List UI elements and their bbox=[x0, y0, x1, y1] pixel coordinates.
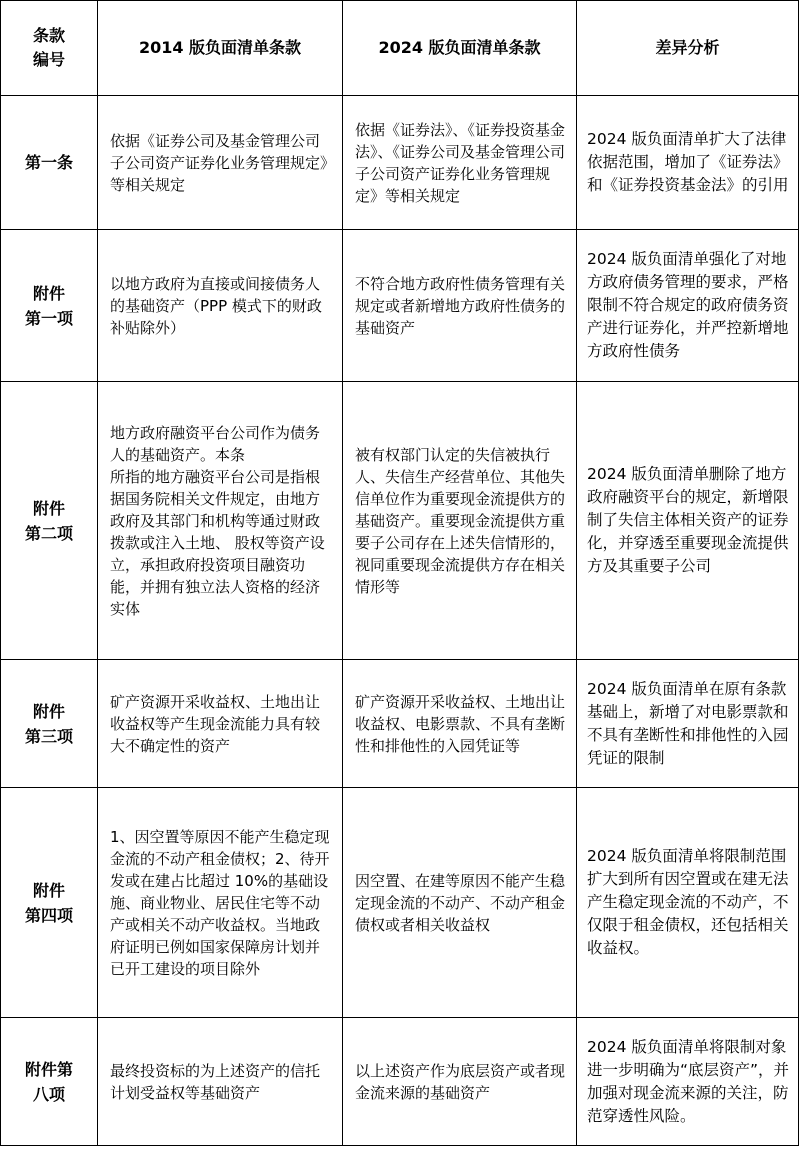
cell-analysis: 2024 版负面清单扩大了法律依据范围，增加了《证券法》和《证券投资基金法》的引用 bbox=[577, 96, 799, 230]
header-row bbox=[1, 1, 799, 96]
cell-analysis: 2024 版负面清单删除了地方政府融资平台的规定，新增限制了失信主体相关资产的证券化，并穿透至重要现金流提供方及其重要子公司 bbox=[577, 382, 799, 660]
row-item-label: 附件 第四项 bbox=[1, 788, 98, 1018]
row-item-label: 附件 第一项 bbox=[1, 230, 98, 382]
row-item-label: 第一条 bbox=[1, 96, 98, 230]
row-item-label: 附件第 八项 bbox=[1, 1018, 98, 1146]
header-2014-version: 2014 版负面清单条款 bbox=[98, 1, 343, 96]
header-item-number: 条款 编号 bbox=[1, 1, 98, 96]
row-item-label: 附件 第三项 bbox=[1, 660, 98, 788]
table-row bbox=[1, 96, 799, 230]
header-2024-version: 2024 版负面清单条款 bbox=[343, 1, 577, 96]
table-row bbox=[1, 788, 799, 1018]
cell-2014: 矿产资源开采收益权、土地出让收益权等产生现金流能力具有较大不确定性的资产 bbox=[98, 660, 343, 788]
cell-2014: 最终投资标的为上述资产的信托计划受益权等基础资产 bbox=[98, 1018, 343, 1146]
cell-2024: 因空置、在建等原因不能产生稳定现金流的不动产、不动产租金债权或者相关收益权 bbox=[343, 788, 577, 1018]
cell-2024: 被有权部门认定的失信被执行人、失信生产经营单位、其他失信单位作为重要现金流提供方的基础资产。重要现金流提供方重要子公司存在上述失信情形的，视同重要现金流提供方存在相关情形等 bbox=[343, 382, 577, 660]
cell-analysis: 2024 版负面清单将限制范围扩大到所有因空置或在建无法产生稳定现金流的不动产，不仅限于租金债权，还包括相关收益权。 bbox=[577, 788, 799, 1018]
table-row bbox=[1, 382, 799, 660]
header-difference-analysis: 差异分析 bbox=[577, 1, 799, 96]
cell-analysis: 2024 版负面清单强化了对地方政府债务管理的要求，严格限制不符合规定的政府债务资产进行证券化，并严控新增地方政府性债务 bbox=[577, 230, 799, 382]
cell-2014: 以地方政府为直接或间接债务人的基础资产（PPP 模式下的财政补贴除外） bbox=[98, 230, 343, 382]
row-item-label: 附件 第二项 bbox=[1, 382, 98, 660]
table-row bbox=[1, 1018, 799, 1146]
cell-analysis: 2024 版负面清单将限制对象进一步明确为“底层资产”，并加强对现金流来源的关注，防范穿透性风险。 bbox=[577, 1018, 799, 1146]
cell-2024: 矿产资源开采收益权、土地出让收益权、电影票款、不具有垄断性和排他性的入园凭证等 bbox=[343, 660, 577, 788]
cell-analysis: 2024 版负面清单在原有条款基础上，新增了对电影票款和不具有垄断性和排他性的入园凭证的限制 bbox=[577, 660, 799, 788]
cell-2024: 不符合地方政府性债务管理有关规定或者新增地方政府性债务的基础资产 bbox=[343, 230, 577, 382]
table-row bbox=[1, 660, 799, 788]
cell-2014: 依据《证券公司及基金管理公司子公司资产证券化业务管理规定》等相关规定 bbox=[98, 96, 343, 230]
cell-2014: 1、因空置等原因不能产生稳定现金流的不动产租金债权；2、待开发或在建占比超过 10%的基础设施、商业物业、居民住宅等不动产或相关不动产收益权。当地政府证明已例如国家保障房计划并已开工建设的项目除外 bbox=[98, 788, 343, 1018]
table-row bbox=[1, 230, 799, 382]
cell-2024: 依据《证券法》、《证券投资基金法》、《证券公司及基金管理公司子公司资产证券化业务管理规定》等相关规定 bbox=[343, 96, 577, 230]
cell-2014: 地方政府融资平台公司作为债务人的基础资产。本条 所指的地方融资平台公司是指根据国务院相关文件规定，由地方政府及其部门和机构等通过财政拨款或注入土地、 股权等资产设立，承担政府投资项目融资功能，并拥有独立法人资格的经济实体 bbox=[98, 382, 343, 660]
cell-2024: 以上述资产作为底层资产或者现金流来源的基础资产 bbox=[343, 1018, 577, 1146]
